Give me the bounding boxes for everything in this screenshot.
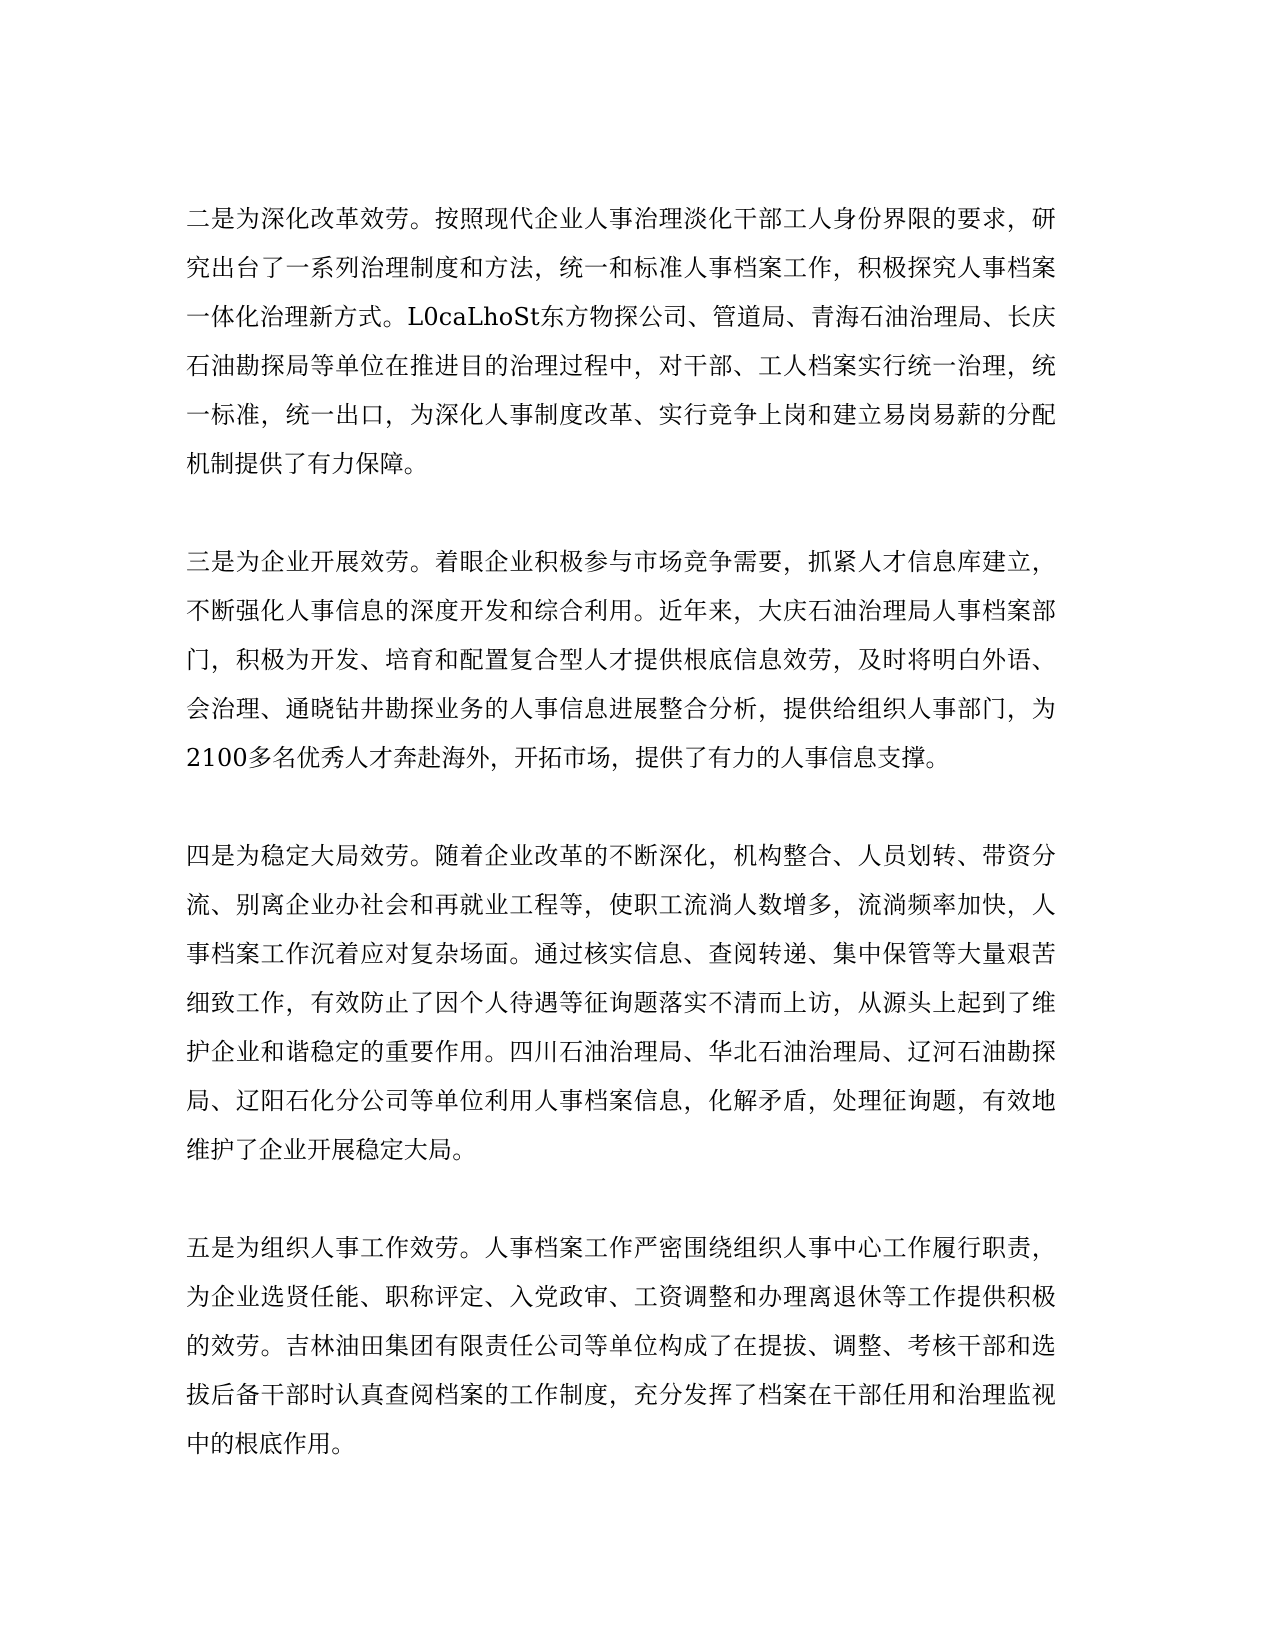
document-body bbox=[186, 195, 1056, 1469]
paragraph-reform: 二是为深化改革效劳。按照现代企业人事治理淡化干部工人身份界限的要求，研究出台了一系列治理制度和方法，统一和标准人事档案工作，积极探究人事档案一体化治理新方式。L0caLhoSt东方物探公司、管道局、青海石油治理局、长庆石油勘探局等单位在推进目的治理过程中，对干部、工人档案实行统一治理，统一标准，统一出口，为深化人事制度改革、实行竞争上岗和建立易岗易薪的分配机制提供了有力保障。 bbox=[186, 205, 1056, 478]
paragraph-personnel: 五是为组织人事工作效劳。人事档案工作严密围绕组织人事中心工作履行职责，为企业选贤任能、职称评定、入党政审、工资调整和办理离退休等工作提供积极的效劳。吉林油田集团有限责任公司等单位构成了在提拔、调整、考核干部和选拔后备干部时认真查阅档案的工作制度，充分发挥了档案在干部任用和治理监视中的根底作用。 bbox=[186, 1234, 1056, 1458]
paragraph-development: 三是为企业开展效劳。着眼企业积极参与市场竞争需要，抓紧人才信息库建立，不断强化人事信息的深度开发和综合利用。近年来，大庆石油治理局人事档案部门，积极为开发、培育和配置复合型人才提供根底信息效劳，及时将明白外语、会治理、通晓钻井勘探业务的人事信息进展整合分析，提供给组织人事部门，为2100多名优秀人才奔赴海外，开拓市场，提供了有力的人事信息支撑。 bbox=[186, 548, 1056, 772]
paragraph-stability: 四是为稳定大局效劳。随着企业改革的不断深化，机构整合、人员划转、带资分流、别离企业办社会和再就业工程等，使职工流淌人数增多，流淌频率加快，人事档案工作沉着应对复杂场面。通过核实信息、查阅转递、集中保管等大量艰苦细致工作，有效防止了因个人待遇等征询题落实不清而上访，从源头上起到了维护企业和谐稳定的重要作用。四川石油治理局、华北石油治理局、辽河石油勘探局、辽阳石化分公司等单位利用人事档案信息，化解矛盾，处理征询题，有效地维护了企业开展稳定大局。 bbox=[186, 842, 1056, 1164]
